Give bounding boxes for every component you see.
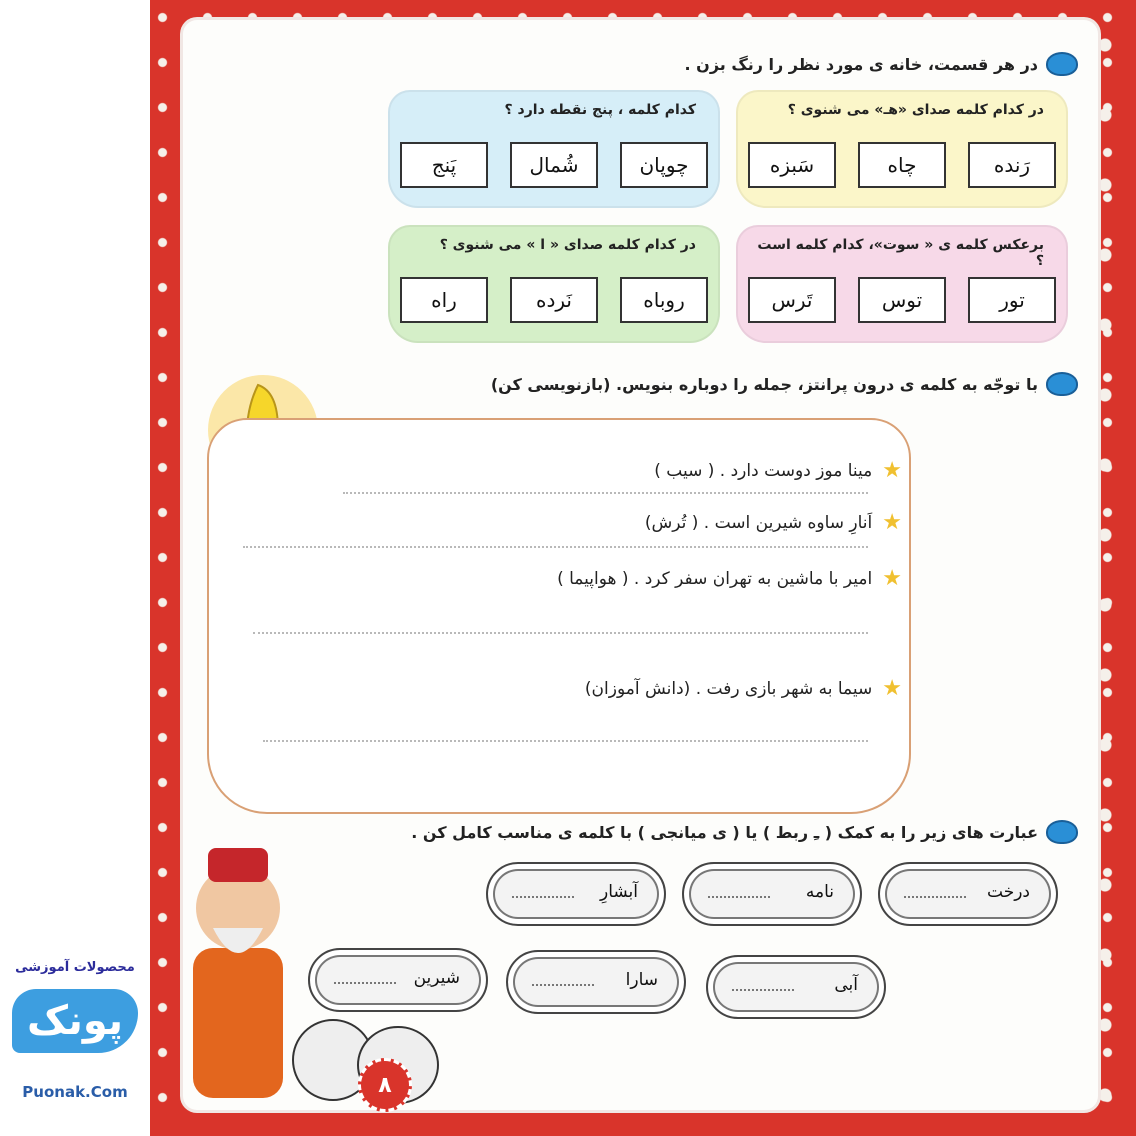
section3-instruction-text: عبارت های زیر را به کمک ( ـِ ربط ) یا ( ی میانجی ) با کلمه ی مناسب کامل کن . (411, 822, 1038, 842)
writing-line[interactable] (263, 740, 868, 742)
word-option[interactable]: سَبزه (748, 142, 836, 188)
bubble-word: سارا (625, 970, 658, 990)
blank-line (904, 896, 966, 898)
phrase-bubble[interactable] (486, 862, 666, 926)
blank-line (334, 982, 396, 984)
section2-instruction-text: با توجّه به کلمه ی درون پرانتز، جمله را دوباره بنویس. (بازنویسی کن) (490, 374, 1038, 394)
sentence-text: مینا موز دوست دارد . ( سیب ) (654, 460, 873, 481)
bubble-word: نامه (805, 882, 834, 902)
writing-line[interactable] (343, 492, 868, 494)
word-option[interactable]: شُمال (510, 142, 598, 188)
section1-instruction-text: در هر قسمت، خانه ی مورد نظر را رنگ بزن . (684, 54, 1038, 74)
question-text: در کدام کلمه صدای «هـ» می شنوی ؟ (787, 102, 1044, 118)
worksheet-page (183, 20, 1098, 1110)
section3-instruction (411, 820, 1078, 844)
blank-line (732, 989, 794, 991)
question-box-3 (736, 225, 1068, 343)
sentence-text: سیما به شهر بازی رفت . (دانش آموزان) (584, 678, 873, 699)
sentence-2 (645, 510, 902, 535)
section1-instruction (685, 52, 1078, 76)
star-icon: ★ (882, 510, 902, 535)
question-text: در کدام کلمه صدای « ا » می شنوی ؟ (439, 237, 696, 253)
fishbowl-icon (1046, 820, 1078, 844)
question-box-2 (388, 90, 720, 208)
word-option[interactable]: روباه (620, 277, 708, 323)
brand-watermark (0, 960, 150, 1101)
word-option[interactable]: نَرده (510, 277, 598, 323)
star-icon: ★ (882, 458, 902, 483)
star-icon: ★ (882, 676, 902, 701)
writing-line[interactable] (253, 632, 868, 634)
old-man-illustration (153, 828, 303, 1108)
question-box-1 (736, 90, 1068, 208)
blank-line (532, 984, 594, 986)
brand-category: محصولات آموزشی (15, 960, 135, 975)
word-option[interactable]: توس (858, 277, 946, 323)
fishbowl-icon (1046, 52, 1078, 76)
sentence-3 (557, 566, 902, 591)
word-option[interactable]: پَنج (400, 142, 488, 188)
word-option[interactable]: چاه (858, 142, 946, 188)
fishbowl-icon (1046, 372, 1078, 396)
sentence-4 (585, 676, 902, 701)
bubble-word: آبی (834, 975, 858, 995)
word-option[interactable]: رَنده (968, 142, 1056, 188)
word-option[interactable]: راه (400, 277, 488, 323)
question-text: برعکس کلمه ی « سوت»، کدام کلمه است ؟ (757, 237, 1044, 269)
phrase-bubble[interactable] (878, 862, 1058, 926)
sentence-text: امیر با ماشین به تهران سفر کرد . ( هواپیما ) (557, 568, 873, 589)
sentence-1 (654, 458, 902, 483)
bubble-word: شیرین (413, 968, 460, 988)
question-box-4 (388, 225, 720, 343)
bubble-word: آبشارِ (599, 882, 638, 902)
writing-line[interactable] (243, 546, 868, 548)
blank-line (512, 896, 574, 898)
word-option[interactable]: تور (968, 277, 1056, 323)
bubble-word: درخت (987, 882, 1030, 902)
brand-logo: پونک (12, 989, 138, 1053)
question-text: کدام کلمه ، پنج نقطه دارد ؟ (504, 102, 696, 118)
star-icon: ★ (882, 566, 902, 591)
phrase-bubble[interactable] (682, 862, 862, 926)
blank-line (708, 896, 770, 898)
brand-site: Puonak.Com (22, 1083, 128, 1101)
phrase-bubble[interactable] (506, 950, 686, 1014)
word-option[interactable]: تَرس (748, 277, 836, 323)
section2-instruction (491, 372, 1078, 396)
phrase-bubble[interactable] (706, 955, 886, 1019)
page-number: ۸ (358, 1058, 412, 1112)
sentence-text: اَنارِ ساوه شیرین است . ( تُرش) (644, 512, 873, 533)
word-option[interactable]: چوپان (620, 142, 708, 188)
